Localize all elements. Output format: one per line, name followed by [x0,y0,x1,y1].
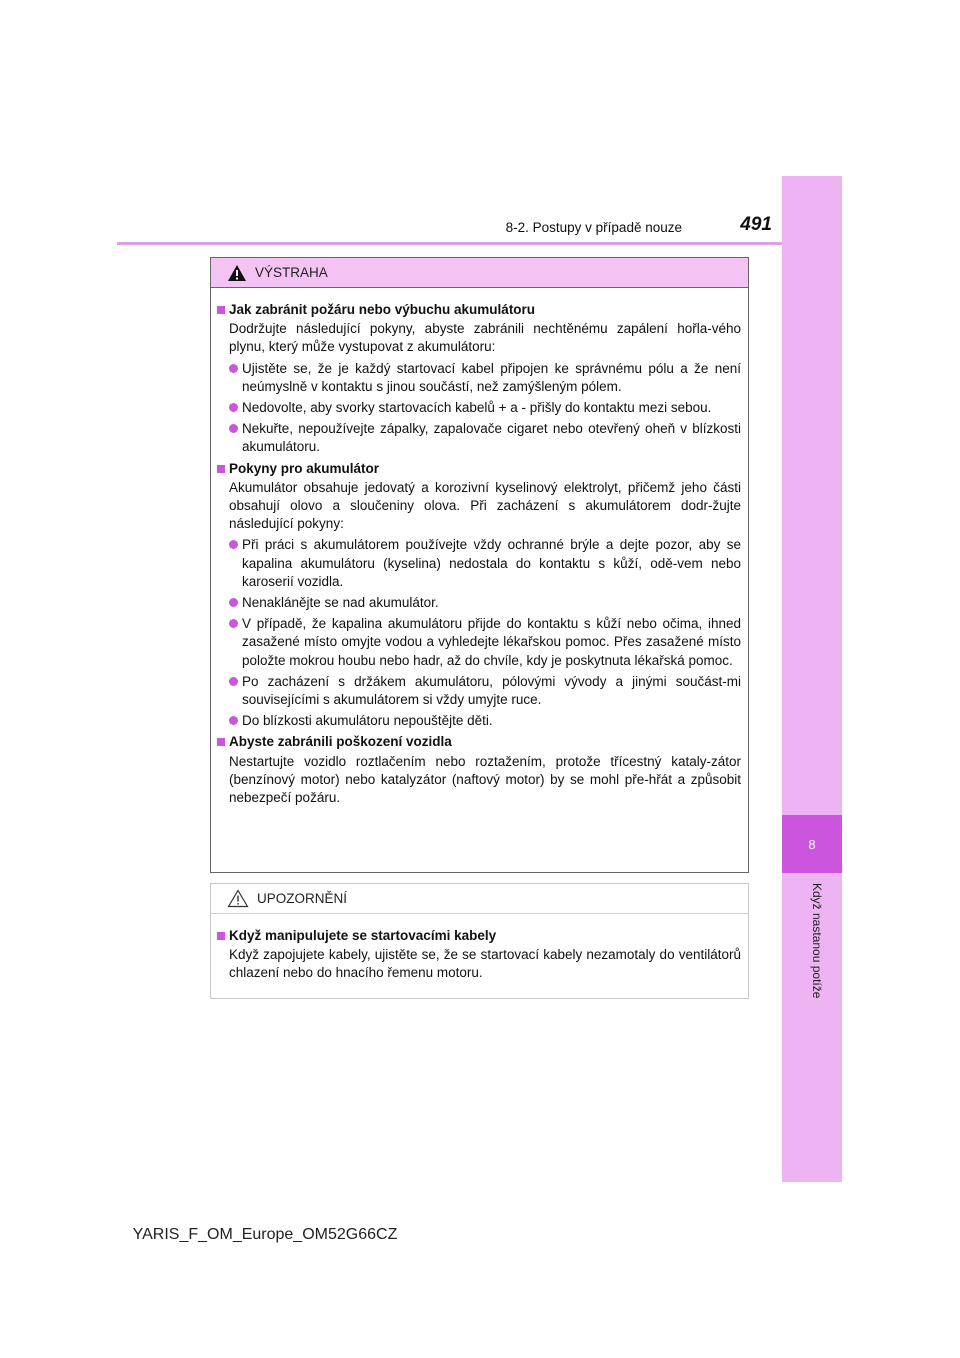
bullet-text: Nedovolte, aby svorky startovacích kabelů + a - přišly do kontaktu mezi sebou. [242,400,712,416]
warning-header [211,258,748,288]
page-number: 491 [740,214,772,235]
square-bullet-icon [217,465,225,473]
caution-title: UPOZORNĚNÍ [257,891,348,906]
chapter-title: Když nastanou potíže [810,883,824,999]
warning-section-heading-text: Pokyny pro akumulátor [229,460,380,476]
warning-title: VÝSTRAHA [255,265,328,280]
caution-box [210,883,749,999]
round-bullet-icon [229,619,238,628]
bullet-item [217,712,741,730]
warning-body [211,288,748,807]
square-bullet-icon [217,932,225,940]
warning-section-heading [217,733,741,751]
round-bullet-icon [229,598,238,607]
round-bullet-icon [229,424,238,433]
warning-section-heading [217,460,741,478]
square-bullet-icon [217,306,225,314]
warning-section-heading-text: Jak zabránit požáru nebo výbuchu akumulátoru [229,302,536,317]
warning-section-heading [217,301,741,319]
warning-box [210,257,749,873]
caution-header [211,884,748,914]
bullet-item [217,594,741,612]
bullet-text: V případě, že kapalina akumulátoru přijde do kontaktu s kůží nebo očima, ihned zasažené místo omyjte vodou a vyhledejte lékařskou pomoc. Přes zasažené místo položte mokrou houbu nebo hadr, až do chvíle, kdy je poskytnuta lékařská pomoc. [242,616,741,668]
chapter-number: 8 [782,815,842,873]
section-title: 8-2. Postupy v případě nouze [505,220,682,235]
round-bullet-icon [229,364,238,373]
caution-text: Když zapojujete kabely, ujistěte se, že se startovací kabely nezamotaly do ventilátorů chlazení nebo do hnacího řemenu motoru. [229,947,741,981]
bullet-item [217,536,741,591]
caution-heading [217,927,741,945]
round-bullet-icon [229,540,238,549]
square-bullet-icon [217,738,225,746]
warning-section-intro: Akumulátor obsahuje jedovatý a korozivní kyselinový elektrolyt, přičemž jeho části obsahují olovo a sloučeniny olova. Při zacházení s akumulátorem dodr-žujte následující pokyny: [229,479,741,532]
round-bullet-icon [229,403,238,412]
bullet-item [217,673,741,709]
caution-body [211,914,748,983]
bullet-text: Při práci s akumulátorem používejte vždy ochranné brýle a dejte pozor, aby se kapalina akumulátoru (kyselina) nedostala do kontaktu s kůží, odě-vem nebo karoserií vozidla. [242,537,741,589]
round-bullet-icon [229,677,238,686]
bullet-item [217,615,741,670]
warning-section-intro: Nestartujte vozidlo roztlačením nebo roztažením, protože třícestný kataly-zátor (benzínový motor) nebo katalyzátor (naftový motor) by se mohl pře-hřát a způsobit nebezpečí požáru. [229,753,741,806]
bullet-item [217,399,741,417]
round-bullet-icon [229,716,238,725]
warning-section-intro: Dodržujte následující pokyny, abyste zabránili nechtěnému zapálení hořla-vého plynu, který může vystupovat z akumulátoru: [229,321,741,355]
warning-section-heading-text: Abyste zabránili poškození vozidla [229,734,452,750]
bullet-text: Do blízkosti akumulátoru nepouštějte děti. [242,713,493,729]
bullet-item [217,360,741,396]
bullet-text: Nekuřte, nepoužívejte zápalky, zapalovače cigaret nebo otevřený oheň v blízkosti akumulátoru. [242,421,741,455]
caution-heading-text: Když manipulujete se startovacími kabely [229,928,497,943]
bullet-text: Po zacházení s držákem akumulátoru, pólovými vývody a jinými součást-mi souvisejícími s akumulátorem si vždy umyjte ruce. [242,673,741,708]
header-rule [117,242,782,245]
bullet-item [217,420,741,456]
warning-triangle-filled-icon [227,264,247,282]
document-code: YARIS_F_OM_Europe_OM52G66CZ [132,1226,398,1243]
bullet-text: Nenaklánějte se nad akumulátor. [242,595,439,611]
warning-triangle-outline-icon [227,889,249,908]
bullet-text: Ujistěte se, že je každý startovací kabel připojen ke správnému pólu a že není neúmyslně v kontaktu s jinou součástí, než zamýšleným pólem. [242,360,741,394]
